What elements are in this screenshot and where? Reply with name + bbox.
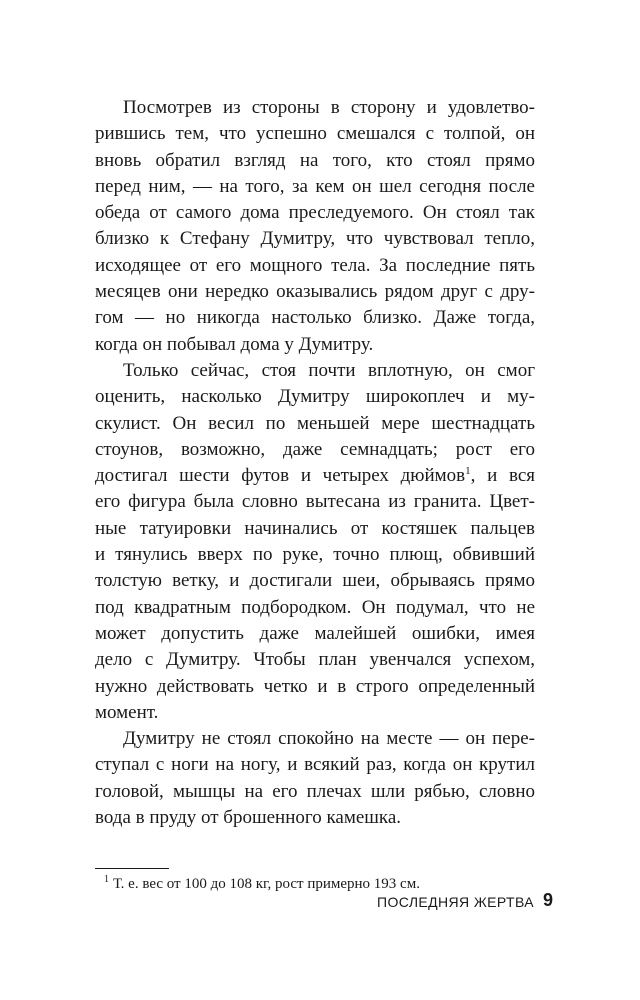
- text-line: перед ним, — на того, за кем он шел сегодня после: [95, 175, 535, 197]
- text-line: оценить, насколько Думитру широкоплеч и му-: [95, 386, 535, 408]
- text-segment: достигал шести футов и четырех дюймов: [95, 465, 466, 487]
- running-title: ПОСЛЕДНЯЯ ЖЕРТВА: [377, 894, 534, 910]
- text-segment: , и вся: [470, 465, 536, 487]
- footnote-text: Т. е. вес от 100 до 108 кг, рост примерно 193 см.: [113, 876, 420, 892]
- paragraph-3: [95, 726, 535, 831]
- footnote: [104, 874, 534, 894]
- text-line: обеда от самого дома преследуемого. Он стоял так: [95, 202, 535, 224]
- text-line: вновь обратил взгляд на того, кто стоял прямо: [95, 149, 535, 171]
- footnote-divider: [95, 868, 169, 869]
- text-line: месяцев они нередко оказывались рядом друг с дру-: [95, 281, 535, 303]
- text-line: ные татуировки начинались от костяшек пальцев: [95, 517, 535, 539]
- text-line: рившись тем, что успешно смешался с толпой, он: [95, 123, 535, 145]
- paragraph-2: [95, 358, 535, 726]
- text-line: гом — но никогда настолько близко. Даже тогда,: [95, 307, 535, 329]
- text-line: Посмотрев из стороны в сторону и удовлетво-: [123, 97, 535, 118]
- page-number: 9: [543, 890, 554, 910]
- text-line: и тянулись вверх по руке, точно плющ, обвивший: [95, 544, 535, 566]
- paragraph-1: [95, 95, 535, 358]
- footnote-mark: 1: [104, 874, 109, 885]
- footnote-reference[interactable]: 1: [465, 465, 471, 478]
- text-line: Только сейчас, стоя почти вплотную, он смог: [123, 359, 535, 381]
- text-line: когда он побывал дома у Думитру.: [95, 333, 374, 355]
- text-line: момент.: [95, 701, 159, 723]
- text-line: может допустить даже малейшей ошибки, имея: [95, 622, 535, 644]
- text-line: скулист. Он весил по меньшей мере шестнадцать: [95, 412, 535, 434]
- text-line: стоунов, возможно, даже семнадцать; рост его: [95, 438, 535, 460]
- text-line: головой, мышцы на его плечах шли рябью, словно: [95, 780, 535, 802]
- text-line: исходящее от его мощного тела. За последние пять: [95, 254, 535, 276]
- body-text: [95, 95, 535, 831]
- text-line: вода в пруду от брошенного камешка.: [95, 807, 402, 829]
- text-line: близко к Стефану Думитру, что чувствовал тепло,: [95, 228, 535, 250]
- text-line: его фигура была словно вытесана из гранита. Цвет-: [95, 491, 535, 513]
- text-line: дело с Думитру. Чтобы план увенчался успехом,: [95, 649, 535, 671]
- text-line: ступал с ноги на ногу, и всякий раз, когда он крутил: [95, 754, 535, 776]
- text-line: нужно действовать четко и в строго определенный: [95, 675, 535, 697]
- text-line: Думитру не стоял спокойно на месте — он пере-: [123, 728, 535, 750]
- text-line: под квадратным подбородком. Он подумал, что не: [95, 596, 535, 618]
- text-line-with-footnote: [95, 463, 535, 489]
- text-line: толстую ветку, и достигали шеи, обрываясь прямо: [95, 570, 535, 592]
